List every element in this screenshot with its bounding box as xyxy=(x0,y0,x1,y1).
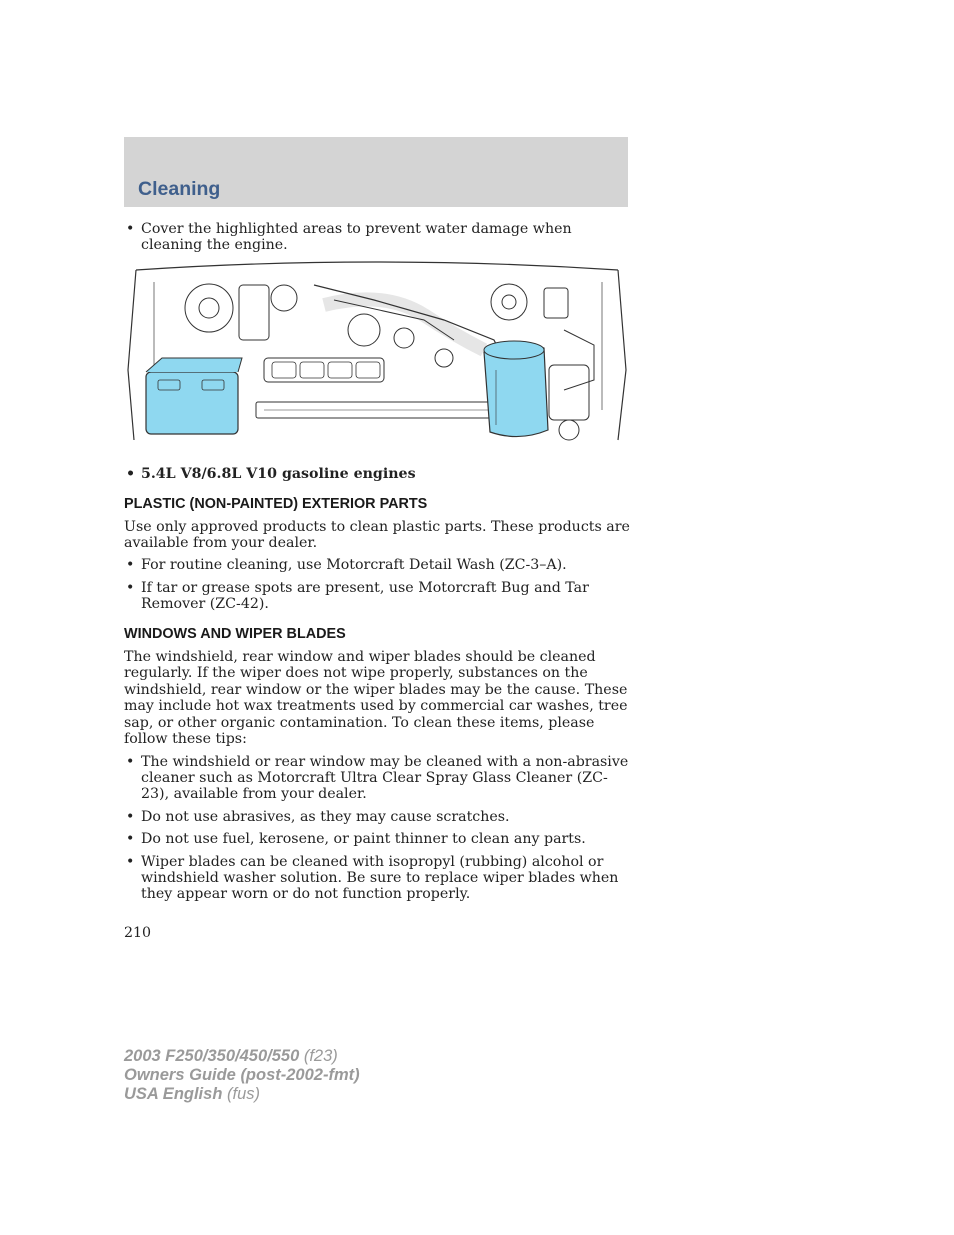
windows-bullet-3: • Do not use fuel, kerosene, or paint thinner to clean any parts. xyxy=(124,831,630,847)
footer-language-code: (fus) xyxy=(227,1085,260,1103)
windows-bullet-2: • Do not use abrasives, as they may cause scratches. xyxy=(124,809,630,825)
intro-bullet: • Cover the highlighted areas to prevent water damage when cleaning the engine. xyxy=(124,221,630,254)
engine-compartment-illustration xyxy=(124,260,630,452)
section-header-band xyxy=(124,137,628,207)
section-title: Cleaning xyxy=(138,178,221,200)
footer-language: USA English xyxy=(124,1085,223,1103)
windows-heading: WINDOWS AND WIPER BLADES xyxy=(124,625,346,642)
windows-bullet-1: • The windshield or rear window may be cleaned with a non-abrasive cleaner such as Motorcraft Ultra Clear Spray Glass Cleaner (ZC-23), available from your dealer. xyxy=(124,754,630,803)
figure-caption: • 5.4L V8/6.8L V10 gasoline engines xyxy=(124,466,630,482)
plastic-heading: PLASTIC (NON-PAINTED) EXTERIOR PARTS xyxy=(124,496,428,513)
footer-line-3 xyxy=(124,1085,360,1104)
plastic-bullet-1: • For routine cleaning, use Motorcraft Detail Wash (ZC-3–A). xyxy=(124,557,630,573)
page-content xyxy=(124,221,630,903)
windows-bullet-4: • Wiper blades can be cleaned with isopropyl (rubbing) alcohol or windshield washer solution. Be sure to replace wiper blades when they appear worn or do not function properly. xyxy=(124,854,630,903)
footer-line-1 xyxy=(124,1047,360,1066)
footer-model-code: (f23) xyxy=(303,1047,338,1065)
document-footer xyxy=(124,1047,360,1104)
plastic-paragraph: Use only approved products to clean plastic parts. These products are available from your dealer. xyxy=(124,518,630,552)
plastic-bullet-2: • If tar or grease spots are present, use Motorcraft Bug and Tar Remover (ZC-42). xyxy=(124,580,630,613)
footer-model: 2003 F250/350/450/550 xyxy=(124,1047,300,1065)
page-number: 210 xyxy=(124,925,152,941)
windows-paragraph: The windshield, rear window and wiper blades should be cleaned regularly. If the wiper does not wipe properly, substances on the windshield, rear window or the wiper blades may be the cause. These may include hot wax treatments used by commercial car washes, tree sap, or other organic contamination. To clean these items, please follow these tips: xyxy=(124,649,628,748)
footer-line-2: Owners Guide (post-2002-fmt) xyxy=(124,1066,360,1084)
